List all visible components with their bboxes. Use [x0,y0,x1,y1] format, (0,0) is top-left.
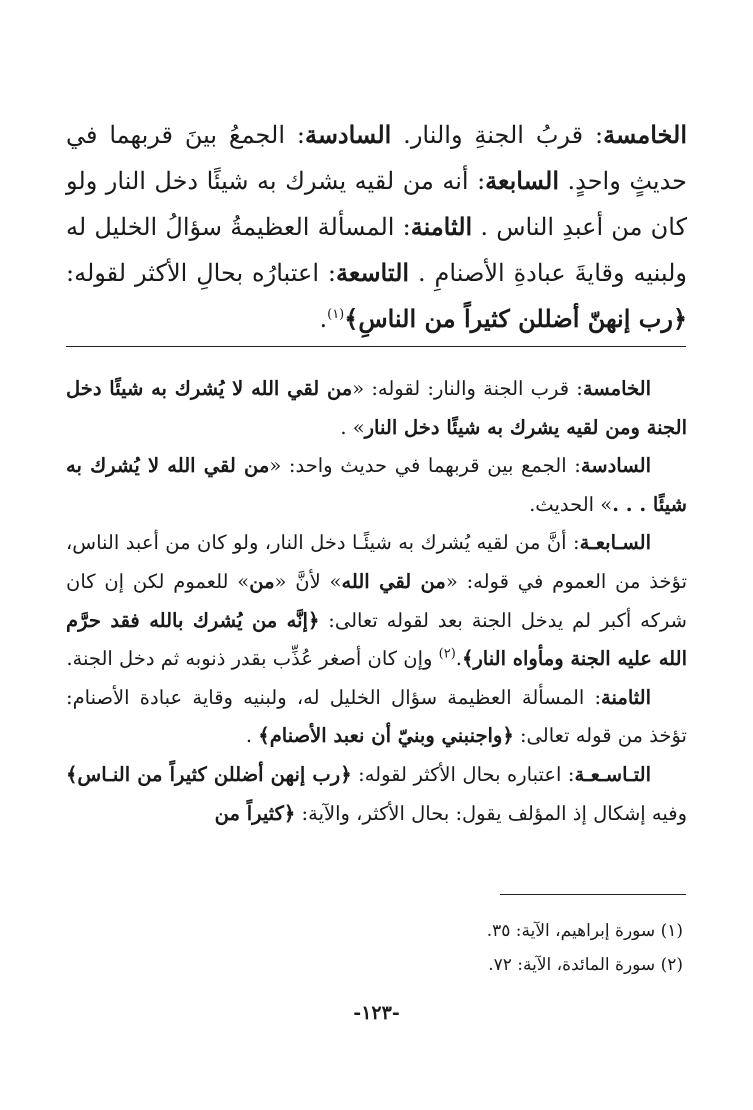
commentary-paragraph: السـابعـة: أنَّ من لقيه يُشرك به شيئًـا دخل النار، ولو كان من أعبد الناس، تؤخذ من العموم في قوله: «من لقي الله» لأنَّ «من» للعموم لكن إن كان شركه أكبر لم يدخل الجنة بعد لقوله تعالى: ﴿إنَّه من يُشرك بالله فقد حرَّم الله عليه الجنة ومأواه النار﴾.$^{(٢)}$ وإن كان أصغر عُذِّب بقدر ذنوبه ثم دخل الجنة. [66,531,687,671]
commentary-paragraph: الخامسة: قرب الجنة والنار: لقوله: «من لقي الله لا يُشرك به شيئًا دخل الجنة ومن لقيه يشرك به شيئًا دخل النار» . [66,377,687,439]
quran-quote: ﴿إنَّه من يُشرك بالله فقد حرَّم الله عليه الجنة ومأواه النار﴾ [66,608,687,671]
commentary-paragraph: السادسة: الجمع بين قربهما في حديث واحد: «من لقي الله لا يُشرك به شيئًا . . .» الحديث. [66,454,687,516]
commentary [66,370,687,833]
point-9-label: التاسعة [336,258,410,287]
page-number: -١٢٣- [353,1002,400,1024]
footnote-ref-2: (٢) [438,646,456,662]
footnote-divider [500,894,686,895]
point-5-label: الخامسة [603,120,687,149]
footnote-ref-1: (١) [327,307,345,322]
commentary-paragraph: التـاسـعـة: اعتباره بحال الأكثر لقوله: ﴿رب إنهن أضللن كثيراً من النـاس﴾ وفيه إشكال إذ المؤلف يقول: بحال الأكثر، والآية: ﴿كثيراً من [66,762,687,825]
point-8-label: الثامنة [410,212,473,241]
hadith-quote: من لقي الله لا يُشرك به شيئًا دخل الجنة ومن لقيه يشرك به شيئًا دخل النار [66,377,687,439]
section-divider [66,346,686,347]
footnotes [287,914,687,982]
quran-quote: ﴿كثيراً من [214,801,296,825]
point-6-label: السادسة [304,120,392,149]
point-7-label: السابعة [485,166,559,195]
commentary-paragraph: الثامنة: المسألة العظيمة سؤال الخليل له، ولبنيه وقاية عبادة الأصنام: تؤخذ من قوله تعالى: ﴿واجنبني وبنيّ أن نعبد الأصنام﴾ . [66,685,687,748]
quran-quote: ﴿رب إنهن أضللن كثيراً من النـاس﴾ [66,762,352,786]
main-text: الخامسة: قربُ الجنةِ والنار. السادسة: الجمعُ بينَ قربهما في حديثٍ واحدٍ. السابعة: أنه من لقيه يشرك به شيئًا دخل النار ولو كان من أعبدِ الناس . الثامنة: المسألة العظيمةُ سؤالُ الخليل له ولبنيه وقايةَ عبادةِ الأصنامِ . التاسعة: اعتبارُه بحالِ الأكثر لقوله: ﴿رب إنهنّ أضللن كثيراً من الناسِ﴾$^{(١)}$. [66,120,687,333]
footnote-1: (١) سورة إبراهيم، الآية: ٣٥. [486,921,683,941]
footnote-2: (٢) سورة المائدة، الآية: ٧٢. [488,955,683,975]
quran-quote: ﴿رب إنهنّ أضللن كثيراً من الناسِ﴾ [344,304,687,333]
hadith-quote: من لقي الله لا يُشرك به شيئًا . . . [66,454,687,516]
quran-quote: ﴿واجنبني وبنيّ أن نعبد الأصنام﴾ [258,724,514,748]
